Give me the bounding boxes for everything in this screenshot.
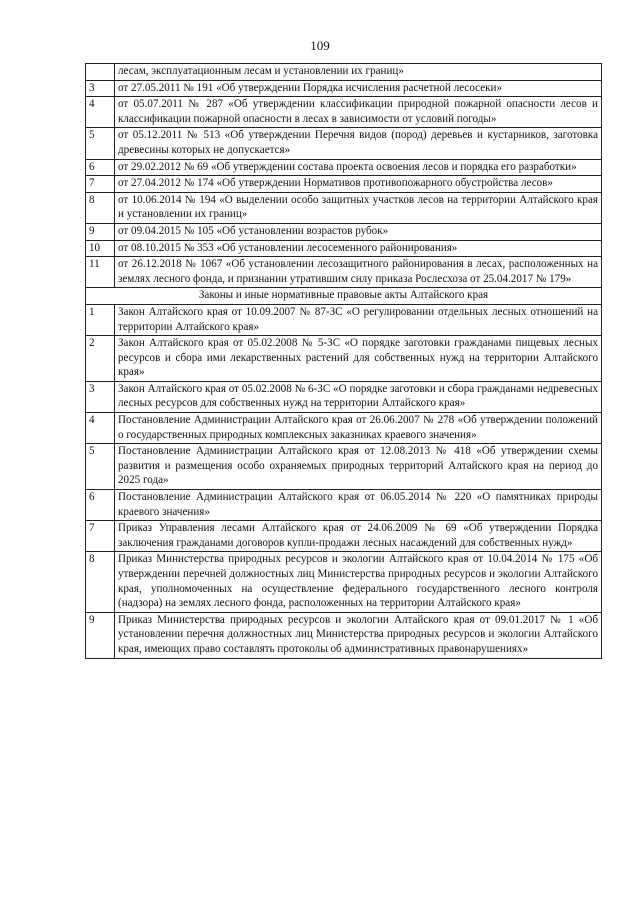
row-number: 3 — [86, 80, 115, 97]
row-number: 10 — [86, 240, 115, 257]
section-title: Законы и иные нормативные правовые акты Алтайского края — [86, 288, 602, 305]
table-row — [86, 521, 602, 552]
table-row — [86, 381, 602, 412]
table-row — [86, 176, 602, 193]
act-description: от 05.12.2011 № 513 «Об утверждении Перечня видов (пород) деревьев и кустарников, заготовка древесины которых не допускается» — [115, 128, 602, 159]
row-number: 8 — [86, 192, 115, 223]
row-number: 7 — [86, 521, 115, 552]
act-description: Приказ Управления лесами Алтайского края от 24.06.2009 № 69 «Об утверждении Порядка заключения гражданами договоров купли-продажи лесных насаждений для собственных нужд» — [115, 521, 602, 552]
row-number: 9 — [86, 612, 115, 658]
row-number: 5 — [86, 128, 115, 159]
table-row — [86, 444, 602, 490]
table-row — [86, 336, 602, 382]
table-row — [86, 240, 602, 257]
act-description: Приказ Министерства природных ресурсов и экологии Алтайского края от 09.01.2017 № 1 «Об установлении перечня должностных лиц Министерства природных ресурсов и экологии Алтайского края, имеющих право составлять протоколы об административных правонарушениях» — [115, 612, 602, 658]
table-row — [86, 128, 602, 159]
act-description: от 05.07.2011 № 287 «Об утверждении классификации природной пожарной опасности лесов и классификации пожарной опасности в лесах в зависимости от условий погоды» — [115, 97, 602, 128]
continued-row — [86, 64, 602, 81]
row-number: 6 — [86, 490, 115, 521]
legal-acts-table — [85, 63, 602, 659]
row-number: 4 — [86, 97, 115, 128]
act-description: от 27.04.2012 № 174 «Об утверждении Нормативов противопожарного обустройства лесов» — [115, 176, 602, 193]
act-description: от 10.06.2014 № 194 «О выделении особо защитных участков лесов на территории Алтайского края и установлении их границ» — [115, 192, 602, 223]
act-description: Закон Алтайского края от 05.02.2008 № 5-ЗС «О порядке заготовки гражданами пищевых лесных ресурсов и сбора ими лекарственных растений для собственных нужд на территории Алтайского края» — [115, 336, 602, 382]
act-description: Постановление Администрации Алтайского края от 06.05.2014 № 220 «О памятниках природы краевого значения» — [115, 490, 602, 521]
table-row — [86, 97, 602, 128]
table-row — [86, 490, 602, 521]
table-row — [86, 257, 602, 288]
act-description: Закон Алтайского края от 05.02.2008 № 6-ЗС «О порядке заготовки и сбора гражданами недревесных лесных ресурсов для собственных нужд на территории Алтайского края» — [115, 381, 602, 412]
section-header-row — [86, 288, 602, 305]
legal-acts-table-body — [86, 64, 602, 659]
act-description: от 26.12.2018 № 1067 «Об установлении лесозащитного районирования в лесах, расположенных на землях лесного фонда, и признании утратившим силу приказа Рослесхоза от 25.04.2017 № 179» — [115, 257, 602, 288]
row-number: 1 — [86, 304, 115, 335]
row-number: 6 — [86, 159, 115, 176]
table-row — [86, 413, 602, 444]
act-description: от 09.04.2015 № 105 «Об установлении возрастов рубок» — [115, 223, 602, 240]
table-row — [86, 192, 602, 223]
row-number: 2 — [86, 336, 115, 382]
act-description: лесам, эксплуатационным лесам и установлении их границ» — [115, 64, 602, 81]
act-description: от 08.10.2015 № 353 «Об установлении лесосеменного районирования» — [115, 240, 602, 257]
row-number: 9 — [86, 223, 115, 240]
act-description: Постановление Администрации Алтайского края от 12.08.2013 № 418 «Об утверждении схемы развития и размещения особо охраняемых природных территорий Алтайского края на период до 2025 года» — [115, 444, 602, 490]
act-description: от 27.05.2011 № 191 «Об утверждении Порядка исчисления расчетной лесосеки» — [115, 80, 602, 97]
row-number: 11 — [86, 257, 115, 288]
table-row — [86, 552, 602, 612]
table-row — [86, 612, 602, 658]
page-number: 109 — [310, 38, 330, 53]
row-number: 7 — [86, 176, 115, 193]
table-row — [86, 223, 602, 240]
row-number: 4 — [86, 413, 115, 444]
row-number: 8 — [86, 552, 115, 612]
act-description: Приказ Министерства природных ресурсов и экологии Алтайского края от 10.04.2014 № 175 «Об утверждении перечней должностных лиц Министерства природных ресурсов и экологии Алтайского края, уполномоченных на осуществление федерального государственного лесного контроля (надзора) на землях лесного фонда, расположенных на территории Алтайского края» — [115, 552, 602, 612]
table-row — [86, 159, 602, 176]
row-number — [86, 64, 115, 81]
table-row — [86, 304, 602, 335]
act-description: от 29.02.2012 № 69 «Об утверждении состава проекта освоения лесов и порядка его разработки» — [115, 159, 602, 176]
row-number: 5 — [86, 444, 115, 490]
row-number: 3 — [86, 381, 115, 412]
act-description: Постановление Администрации Алтайского края от 26.06.2007 № 278 «Об утверждении положений о государственных природных комплексных заказниках краевого значения» — [115, 413, 602, 444]
act-description: Закон Алтайского края от 10.09.2007 № 87-ЗС «О регулировании отдельных лесных отношений на территории Алтайского края» — [115, 304, 602, 335]
table-row — [86, 80, 602, 97]
